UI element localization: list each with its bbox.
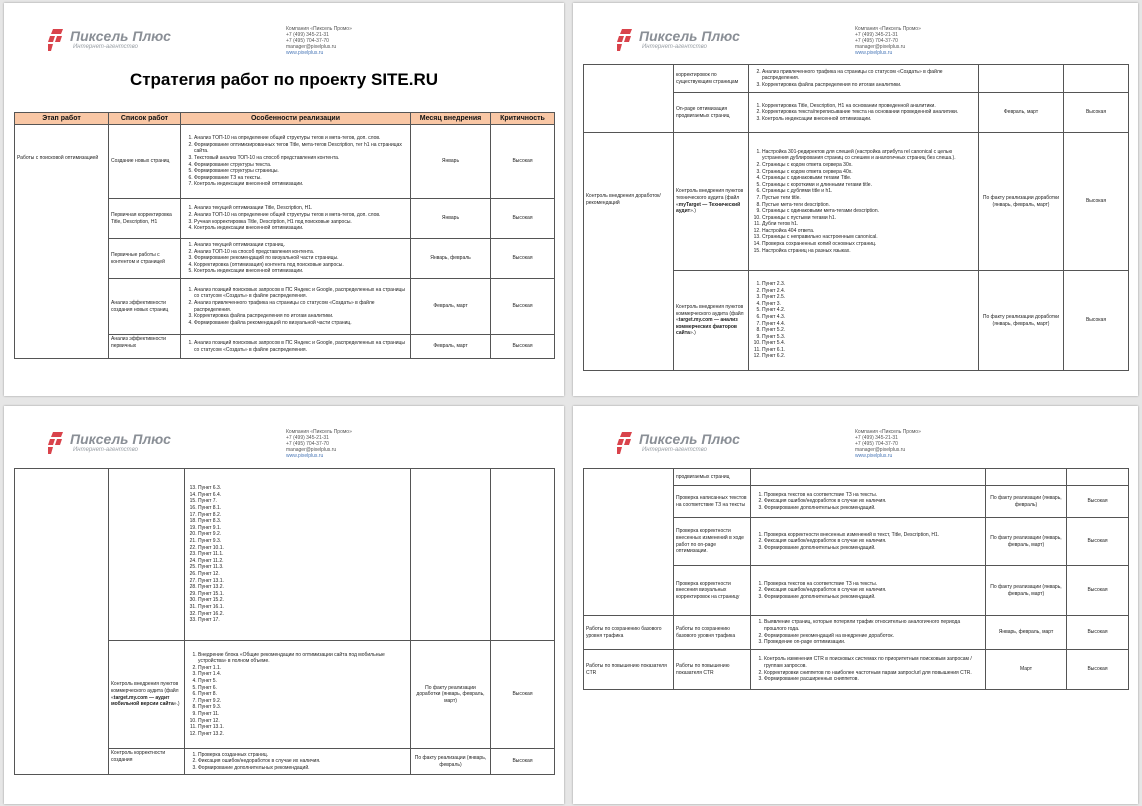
- features-cell: [751, 486, 986, 518]
- list-item: 19. Пункт 9.1.: [198, 525, 408, 532]
- features-list: [751, 103, 976, 123]
- pixel-plus-logo-icon: [617, 28, 633, 52]
- month-cell: По факту реализации доработки (январь, февраль, март): [979, 271, 1064, 371]
- table-row: [584, 650, 1129, 690]
- list-item: 1. Проверка созданных страниц.: [198, 752, 408, 759]
- phone-1: +7 (499) 345-21-31: [855, 32, 898, 38]
- month-cell: Январь, февраль: [411, 239, 491, 279]
- list-item: 11. Дубли тегов h1.: [762, 221, 976, 228]
- email: manager@pixelplus.ru: [855, 44, 906, 50]
- company-contacts: [286, 429, 352, 459]
- features-cell: [749, 93, 979, 133]
- month-cell: По факту реализации (январь, февраль, март): [986, 566, 1067, 616]
- list-item: 1. Анализ позиций поисковых запросов в ПС Яндекс и Google, распределенных на страницы со статусом «Создать» в файле распределения.: [194, 287, 408, 300]
- stage-cell: [584, 65, 674, 133]
- list-item: 1. Выявление страниц, которые потеряли трафик относительно аналогичного периода прошлого года.: [764, 619, 983, 632]
- work-cell: Первичная корректировка Title, Description, H1: [109, 199, 181, 239]
- list-item: 1. Внедрение блока «Общие рекомендации по оптимизации сайта под мобильные устройства» в полном объеме.: [198, 652, 408, 665]
- criticality-cell: Высокая: [491, 199, 555, 239]
- work-cell: On-page оптимизация продвигаемых страниц: [674, 93, 749, 133]
- month-cell: По факту реализации (январь, февраль, март): [986, 518, 1067, 566]
- page-header: [4, 23, 564, 63]
- features-list: [751, 149, 976, 255]
- criticality-cell: Высокая: [1067, 616, 1129, 650]
- list-item: 5. Пункт 4.2.: [762, 307, 976, 314]
- pixel-plus-logo-icon: [48, 431, 64, 455]
- criticality-cell: Высокая: [491, 125, 555, 199]
- email: manager@pixelplus.ru: [286, 44, 337, 50]
- list-item: 6. Страницы с дублями title и h1.: [762, 188, 976, 195]
- list-item: 23. Пункт 11.1.: [198, 551, 408, 558]
- list-item: 3. Текстовый анализ ТОП-10 на способ представления контента.: [194, 155, 408, 162]
- month-cell: По факту реализации доработки (январь, февраль, март): [979, 133, 1064, 271]
- company-contacts: [286, 26, 352, 56]
- table-row: [584, 65, 1129, 93]
- list-item: 1. Корректировка Title, Description, H1 на основании проведенной аналитики.: [762, 103, 976, 110]
- stage-cell: Работы по сохранению базового уровня трафика: [584, 616, 674, 650]
- features-cell: [181, 335, 411, 359]
- list-item: 2. Анализ привлеченного трафика на страницы со статусом «Создать» в файле распределения.: [194, 300, 408, 313]
- list-item: 3. Формирование дополнительных рекомендаций.: [764, 545, 983, 552]
- email: manager@pixelplus.ru: [286, 447, 337, 453]
- criticality-cell: [1067, 469, 1129, 486]
- list-item: 6. Пункт 4.3.: [762, 314, 976, 321]
- table-row: [15, 469, 555, 641]
- logo-subtitle: Интернет-агентство: [73, 44, 138, 50]
- work-text: Контроль внедрения пунктов коммерческого аудита (файл «: [676, 304, 744, 324]
- month-cell: Январь: [411, 199, 491, 239]
- list-item: 24. Пункт 11.2.: [198, 558, 408, 565]
- work-cell: [674, 133, 749, 271]
- list-item: 1. Проверка текстов на соответствие ТЗ на тексты.: [764, 492, 983, 499]
- list-item: 12. Пункт 13.2.: [198, 731, 408, 738]
- work-cell: Контроль корректности создания: [109, 749, 185, 775]
- list-item: 2. Фиксация ошибок/недоработок в случае их наличия.: [764, 587, 983, 594]
- stage-cell: [584, 469, 674, 616]
- month-cell: Март: [986, 650, 1067, 690]
- list-item: 4. Корректировка (оптимизация) контента под поисковые запросы.: [194, 262, 408, 269]
- list-item: 2. Корректировки сниппетов по наиболее частотным парам запрос/url для повышения CTR.: [764, 670, 983, 677]
- list-item: 2. Фиксация ошибок/недоработок в случае их наличия.: [198, 758, 408, 765]
- month-cell: Февраль, март: [979, 93, 1064, 133]
- criticality-cell: Высокая: [491, 279, 555, 335]
- col-header-works: Список работ: [109, 113, 181, 125]
- list-item: 13. Страницы с неправильно настроенным canonical.: [762, 234, 976, 241]
- month-cell: Январь, февраль, март: [986, 616, 1067, 650]
- list-item: 7. Пункт 9.2.: [198, 698, 408, 705]
- list-item: 3. Страницы с кодом ответа сервера 40x.: [762, 169, 976, 176]
- list-item: 25. Пункт 11.3.: [198, 564, 408, 571]
- features-cell: [751, 616, 986, 650]
- month-cell: По факту реализации (январь, февраль): [411, 749, 491, 775]
- features-list: [753, 532, 983, 552]
- list-item: 15. Настройка страниц на разных языках.: [762, 248, 976, 255]
- list-item: 21. Пункт 9.3.: [198, 538, 408, 545]
- list-item: 7. Пункт 4.4.: [762, 321, 976, 328]
- list-item: 1. Контроль изменения CTR в поисковых системах по приоритетным поисковым запросам / группам запросов.: [764, 656, 983, 669]
- list-item: 4. Формирование файла рекомендаций по визуальной части страниц.: [194, 320, 408, 327]
- strategy-table: [14, 112, 555, 359]
- criticality-cell: Высокая: [1064, 271, 1129, 371]
- list-item: 14. Проверка сохраненных копий основных страниц.: [762, 241, 976, 248]
- list-item: 2. Анализ привлеченного трафика на страницы со статусом «Создать» в файле распределения.: [762, 69, 976, 82]
- list-item: 8. Пустые мета-теги description.: [762, 202, 976, 209]
- list-item: 5. Контроль индексации внесенной оптимизации.: [194, 268, 408, 275]
- list-item: 9. Страницы с одинаковыми мета-тегами description.: [762, 208, 976, 215]
- criticality-cell: Высокая: [1067, 650, 1129, 690]
- list-item: 14. Пункт 6.4.: [198, 492, 408, 499]
- list-item: 3. Формирование дополнительных рекомендаций.: [764, 505, 983, 512]
- criticality-cell: Высокая: [1064, 133, 1129, 271]
- features-cell: [181, 239, 411, 279]
- criticality-cell: Высокая: [1067, 518, 1129, 566]
- list-item: 2. Корректировка текста/переписывание текста на основании проведенной аналитики.: [762, 109, 976, 116]
- page-header: [4, 426, 564, 466]
- list-item: 5. Формирование структуры страницы.: [194, 168, 408, 175]
- list-item: 28. Пункт 13.2.: [198, 584, 408, 591]
- list-item: 1. Настройка 301-редиректов для слешей (настройка атрибута rel canonical с целью устранения дублирования страниц со слешем и аналогичных страниц без слеша.).: [762, 149, 976, 162]
- stage-cell: Работы по повышению показателя CTR: [584, 650, 674, 690]
- list-item: 1. Анализ текущей оптимизации страниц.: [194, 242, 408, 249]
- page-header: [573, 426, 1138, 466]
- list-item: 1. Пункт 2.3.: [762, 281, 976, 288]
- list-item: 10. Страницы с пустыми тегами h1.: [762, 215, 976, 222]
- website-link[interactable]: www.pixelplus.ru: [855, 453, 893, 459]
- phone-1: +7 (499) 345-21-31: [286, 32, 329, 38]
- list-item: 3. Корректировка файла распределения по итогам аналитики.: [194, 313, 408, 320]
- phone-2: +7 (495) 704-37-70: [855, 441, 898, 447]
- table-header-row: [15, 113, 555, 125]
- company-contacts: [855, 26, 921, 56]
- criticality-cell: [491, 469, 555, 641]
- list-item: 6. Формирование ТЗ на тексты.: [194, 175, 408, 182]
- company-name: Компания «Пиксель Промо»: [286, 429, 352, 435]
- work-cell: Создание новых страниц: [109, 125, 181, 199]
- col-header-features: Особенности реализации: [181, 113, 411, 125]
- work-cell: Работы по повышению показателя CTR: [674, 650, 751, 690]
- work-text-end: ».): [689, 330, 696, 337]
- list-item: 5. Пункт 6.: [198, 685, 408, 692]
- company-name: Компания «Пиксель Промо»: [855, 26, 921, 32]
- criticality-cell: Высокая: [1067, 566, 1129, 616]
- list-item: 4. Пункт 3.: [762, 301, 976, 308]
- pixel-plus-logo-icon: [48, 28, 64, 52]
- list-item: 2. Пункт 1.1.: [198, 665, 408, 672]
- list-item: 1. Проверка корректности внесенных изменений в текст, Title, Description, H1.: [764, 532, 983, 539]
- audit-file-name: target.my.com — анализ коммерческих факторов сайта: [676, 317, 738, 337]
- work-cell: Первичные работы с контентом и страницей: [109, 239, 181, 279]
- list-item: 16. Пункт 8.1.: [198, 505, 408, 512]
- list-item: 3. Формирование расширенных сниппетов.: [764, 676, 983, 683]
- phone-2: +7 (495) 704-37-70: [286, 38, 329, 44]
- list-item: 2. Страницы с кодом ответа сервера 30x.: [762, 162, 976, 169]
- work-text: Контроль внедрения пунктов технического аудита (файл «: [676, 188, 744, 208]
- document-page-3: [4, 406, 564, 804]
- audit-file-name: myTarget — Технический аудит: [676, 201, 741, 215]
- strategy-table: [583, 468, 1129, 690]
- features-list: [751, 281, 976, 360]
- features-cell: [185, 469, 411, 641]
- list-item: 2. Фиксация ошибок/недоработок в случае их наличия.: [764, 538, 983, 545]
- list-item: 3. Пункт 1.4.: [198, 671, 408, 678]
- website-link[interactable]: www.pixelplus.ru: [286, 50, 324, 56]
- list-item: 1. Анализ текущей оптимизации Title, Description, H1.: [194, 205, 408, 212]
- strategy-table: [583, 64, 1129, 371]
- list-item: 4. Формирование структуры текста.: [194, 162, 408, 169]
- website-link[interactable]: www.pixelplus.ru: [855, 50, 893, 56]
- features-cell: [181, 279, 411, 335]
- features-list: [753, 581, 983, 601]
- month-cell: Февраль, март: [411, 335, 491, 359]
- pixel-plus-logo-icon: [617, 431, 633, 455]
- month-cell: [979, 65, 1064, 93]
- list-item: 1. Проверка текстов на соответствие ТЗ на тексты.: [764, 581, 983, 588]
- list-item: 10. Пункт 5.4.: [762, 340, 976, 347]
- list-item: 4. Контроль индексации внесенной оптимизации.: [194, 225, 408, 232]
- list-item: 31. Пункт 16.1.: [198, 604, 408, 611]
- phone-1: +7 (499) 345-21-31: [286, 435, 329, 441]
- features-cell: [185, 641, 411, 749]
- document-page-2: [573, 3, 1138, 396]
- company-name: Компания «Пиксель Промо»: [855, 429, 921, 435]
- email: manager@pixelplus.ru: [855, 447, 906, 453]
- list-item: 2. Формирование рекомендаций на внедрение доработок.: [764, 633, 983, 640]
- company-name: Компания «Пиксель Промо»: [286, 26, 352, 32]
- list-item: 11. Пункт 6.1.: [762, 347, 976, 354]
- phone-2: +7 (495) 704-37-70: [855, 38, 898, 44]
- list-item: 22. Пункт 10.1.: [198, 545, 408, 552]
- features-list: [187, 752, 408, 772]
- features-cell: [749, 133, 979, 271]
- work-cell: Проверка корректности внесенных изменений в ходе работ по on-page оптимизации.: [674, 518, 751, 566]
- month-cell: По факту реализации доработки (январь, февраль, март): [411, 641, 491, 749]
- features-list: [183, 135, 408, 188]
- logo-subtitle: Интернет-агентство: [642, 44, 707, 50]
- work-text-end: ».): [173, 701, 180, 708]
- features-cell: [751, 566, 986, 616]
- features-list: [183, 340, 408, 353]
- table-row: [584, 616, 1129, 650]
- document-page-4: [573, 406, 1138, 804]
- list-item: 8. Пункт 5.2.: [762, 327, 976, 334]
- list-item: 32. Пункт 16.2.: [198, 611, 408, 618]
- features-list: [187, 485, 408, 623]
- table-row: [584, 469, 1129, 486]
- list-item: 3. Контроль индексации внесенной оптимизации.: [762, 116, 976, 123]
- logo-name: Пиксель Плюс: [70, 28, 171, 44]
- list-item: 11. Пункт 13.1.: [198, 724, 408, 731]
- list-item: 1. Анализ ТОП-10 на определение общей структуры тегов и мета-тегов, доп. слов.: [194, 135, 408, 142]
- work-cell: [674, 271, 749, 371]
- list-item: 7. Пустые теги title.: [762, 195, 976, 202]
- col-header-criticality: Критичность: [491, 113, 555, 125]
- features-list: [183, 205, 408, 231]
- table-row: [584, 133, 1129, 271]
- month-cell: Февраль, март: [411, 279, 491, 335]
- list-item: 2. Пункт 2.4.: [762, 288, 976, 295]
- work-cell: [109, 469, 185, 641]
- features-list: [751, 69, 976, 89]
- list-item: 17. Пункт 8.2.: [198, 512, 408, 519]
- month-cell: Январь: [411, 125, 491, 199]
- list-item: 20. Пункт 9.2.: [198, 531, 408, 538]
- features-cell: [181, 125, 411, 199]
- list-item: 18. Пункт 8.3.: [198, 518, 408, 525]
- list-item: 4. Пункт 5.: [198, 678, 408, 685]
- logo-name: Пиксель Плюс: [70, 431, 171, 447]
- list-item: 12. Настройка 404 ответа.: [762, 228, 976, 235]
- list-item: 12. Пункт 6.2.: [762, 353, 976, 360]
- list-item: 7. Контроль индексации внесенной оптимизации.: [194, 181, 408, 188]
- features-cell: [185, 749, 411, 775]
- list-item: 26. Пункт 12.: [198, 571, 408, 578]
- features-list: [183, 287, 408, 327]
- stage-cell: [15, 469, 109, 775]
- work-cell: Анализ эффективности первичных: [109, 335, 181, 359]
- month-cell: По факту реализации (январь, февраль): [986, 486, 1067, 518]
- criticality-cell: [1064, 65, 1129, 93]
- logo-name: Пиксель Плюс: [639, 431, 740, 447]
- features-cell: [181, 199, 411, 239]
- list-item: 3. Ручная корректировка Title, Description, H1 под поисковые запросы.: [194, 219, 408, 226]
- document-title: Стратегия работ по проекту SITE.RU: [129, 70, 439, 89]
- work-text-end: ».): [690, 208, 696, 215]
- list-item: 3. Пункт 2.5.: [762, 294, 976, 301]
- criticality-cell: Высокая: [1064, 93, 1129, 133]
- work-text: Контроль внедрения пунктов коммерческого аудита (файл «: [111, 681, 179, 701]
- work-cell: продвигаемых страниц: [674, 469, 751, 486]
- list-item: 30. Пункт 15.2.: [198, 597, 408, 604]
- phone-1: +7 (499) 345-21-31: [855, 435, 898, 441]
- criticality-cell: Высокая: [491, 749, 555, 775]
- criticality-cell: Высокая: [491, 641, 555, 749]
- audit-file-name: target.my.com — аудит мобильной версии сайта: [111, 694, 174, 708]
- features-list: [183, 242, 408, 275]
- criticality-cell: Высокая: [491, 335, 555, 359]
- list-item: 2. Фиксация ошибок/недоработок в случае их наличия.: [764, 498, 983, 505]
- list-item: 10. Пункт 12.: [198, 718, 408, 725]
- document-page-1: [4, 3, 564, 396]
- list-item: 27. Пункт 13.1.: [198, 578, 408, 585]
- list-item: 3. Проведение on-page оптимизации.: [764, 639, 983, 646]
- website-link[interactable]: www.pixelplus.ru: [286, 453, 324, 459]
- list-item: 15. Пункт 7.: [198, 498, 408, 505]
- features-cell: [749, 271, 979, 371]
- month-cell: [411, 469, 491, 641]
- list-item: 5. Страницы с короткими и длинными тегами title.: [762, 182, 976, 189]
- stage-cell: Работы с поисковой оптимизацией: [15, 125, 109, 359]
- table-row: [15, 125, 555, 199]
- logo-subtitle: Интернет-агентство: [642, 447, 707, 453]
- work-cell: Работы по сохранению базового уровня трафика: [674, 616, 751, 650]
- phone-2: +7 (495) 704-37-70: [286, 441, 329, 447]
- list-item: 2. Анализ ТОП-10 на способ представления контента.: [194, 249, 408, 256]
- criticality-cell: Высокая: [1067, 486, 1129, 518]
- features-list: [187, 652, 408, 738]
- list-item: 3. Корректировка файла распределения по итогам аналитики.: [762, 82, 976, 89]
- features-list: [753, 492, 983, 512]
- list-item: 1. Анализ позиций поисковых запросов в ПС Яндекс и Google, распределенных на страницы со статусом «Создать» в файле распределения.: [194, 340, 408, 353]
- list-item: 13. Пункт 6.3.: [198, 485, 408, 492]
- criticality-cell: Высокая: [491, 239, 555, 279]
- features-cell: [751, 518, 986, 566]
- list-item: 8. Пункт 9.3.: [198, 704, 408, 711]
- page-header: [573, 23, 1138, 63]
- list-item: 4. Страницы с одинаковыми тегами Title.: [762, 175, 976, 182]
- features-cell: [751, 469, 986, 486]
- logo-subtitle: Интернет-агентство: [73, 447, 138, 453]
- col-header-stage: Этап работ: [15, 113, 109, 125]
- company-contacts: [855, 429, 921, 459]
- list-item: 2. Анализ ТОП-10 на определение общей структуры тегов и мета-тегов, доп. слов.: [194, 212, 408, 219]
- features-list: [753, 619, 983, 645]
- list-item: 9. Пункт 5.3.: [762, 334, 976, 341]
- col-header-month: Месяц внедрения: [411, 113, 491, 125]
- strategy-table: [14, 468, 555, 775]
- work-cell: Проверка написанных текстов на соответствие ТЗ на тексты: [674, 486, 751, 518]
- stage-cell: Контроль внедрения доработок/рекомендаций: [584, 133, 674, 371]
- list-item: 2. Формирование оптимизированных тегов Title, мета-тегов Description, тег h1 на страницах сайта.: [194, 142, 408, 155]
- list-item: 3. Формирование рекомендаций по визуальной части страницы.: [194, 255, 408, 262]
- list-item: 6. Пункт 8.: [198, 691, 408, 698]
- list-item: 29. Пункт 15.1.: [198, 591, 408, 598]
- features-list: [753, 656, 983, 682]
- month-cell: [986, 469, 1067, 486]
- list-item: 3. Формирование дополнительных рекомендаций.: [764, 594, 983, 601]
- list-item: 9. Пункт 11.: [198, 711, 408, 718]
- work-cell: Проверка корректности внесения визуальных корректировок на страницу: [674, 566, 751, 616]
- work-cell: корректировок по существующим страницам: [674, 65, 749, 93]
- list-item: 33. Пункт 17.: [198, 617, 408, 624]
- work-cell: [109, 641, 185, 749]
- features-cell: [749, 65, 979, 93]
- logo-name: Пиксель Плюс: [639, 28, 740, 44]
- work-cell: Анализ эффективности создания новых страниц: [109, 279, 181, 335]
- features-cell: [751, 650, 986, 690]
- list-item: 3. Формирование дополнительных рекомендаций.: [198, 765, 408, 772]
